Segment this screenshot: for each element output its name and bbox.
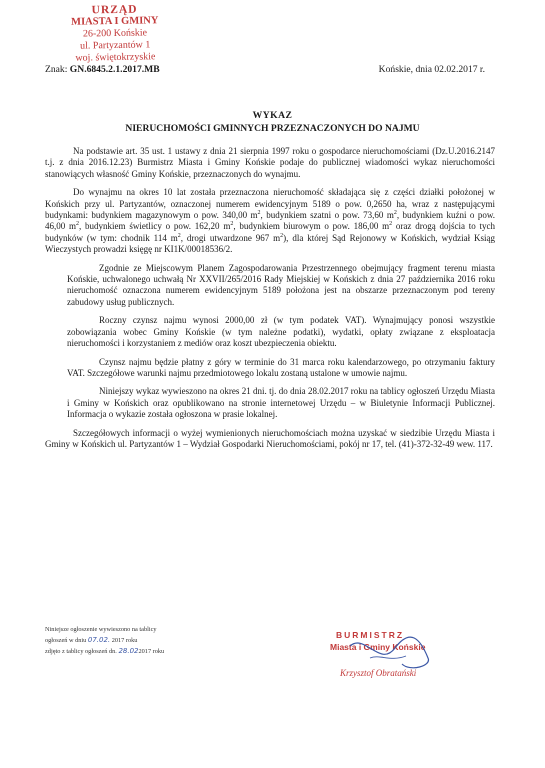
posted-date-handwritten: 07.02. <box>87 636 111 644</box>
signature-office: Miasta i Gminy Końskie <box>330 642 426 652</box>
reference-value: GN.6845.2.1.2017.MB <box>69 64 160 75</box>
office-stamp <box>39 3 190 66</box>
stamp-line-3: 26-200 Końskie <box>82 27 148 40</box>
posting-note-line-3: zdjęto z tablicy ogłoszeń dn. 28.022017 roku <box>45 647 165 655</box>
document-subtitle: NIERUCHOMOŚCI GMINNYCH PRZEZNACZONYCH DO NAJMU <box>125 123 420 134</box>
posting-note-line-2: ogłoszeń w dniu 07.02. 2017 roku <box>45 636 138 644</box>
signature-title: BURMISTRZ <box>336 630 405 640</box>
stamp-line-5: woj. świętokrzyskie <box>75 51 156 64</box>
reference-number <box>45 64 160 75</box>
stamp-line-2: MIASTA I GMINY <box>71 15 159 28</box>
reference-label: Znak: <box>45 64 68 75</box>
stamp-line-1: URZĄD <box>91 3 138 17</box>
place-date: Końskie, dnia 02.02.2017 r. <box>378 64 485 75</box>
removed-date-handwritten: 28.02 <box>118 647 139 655</box>
paragraph-payment-terms: Czynsz najmu będzie płatny z góry w terminie do 31 marca roku kalendarzowego, po otrzymaniu faktury VAT. Szczegółowe warunki najmu przedmiotowego lokalu zostaną ustalone w umowie najmu. <box>67 356 495 378</box>
paragraph-publication: Niniejszy wykaz wywieszono na okres 21 dni. tj. do dnia 28.02.2017 roku na tablicy ogłoszeń Urzędu Miasta i Gminy w Końskich oraz opublikowano na stronie internetowej Urzędu – w Biuletynie Informacji Publicznej. Informacja o wykazie została ogłoszona w prasie lokalnej. <box>67 386 495 420</box>
posting-note-line-1: Niniejsze ogłoszenie wywieszono na tablicy <box>45 626 157 633</box>
paragraph-property-description: Do wynajmu na okres 10 lat została przeznaczona nieruchomość składająca się z części działki położonej w Końskich przy ul. Partyzantów, oznaczonej numerem ewidencyjnym 5189 o pow. 0,2650 ha, wraz z następującymi budynkami: budynkiem magazynowym o pow. 340,00 $m^2$, budynkiem szatni o pow. 73,60 $m^2$, budynkiem kuźni o pow. 46,00 $m^2$, budynkiem świetlicy o pow. 162,20 $m^2$, budynkiem biurowym o pow. 186,00 $m^2$ oraz drogą dojścia to tych budynków (w tym: chodnik 114 $m^2$, drogi utwardzone 967 $m^2$), dla której Sąd Rejonowy w Końskich, wydział Ksiąg Wieczystych prowadzi księgę nr KI1K/00018536/2. <box>45 187 495 255</box>
paragraph-contact: Szczegółowych informacji o wyżej wymienionych nieruchomościach można uzyskać w siedzibie Urzędu Miasta i Gminy w Końskich ul. Partyzantów 1 – Wydział Gospodarki Nieruchomościami, pokój nr 17, tel. (41)-372-32-49 wew. 117. <box>45 427 495 449</box>
signature-block <box>310 628 470 698</box>
document-title: WYKAZ <box>252 110 293 121</box>
paragraph-legal-basis: Na podstawie art. 35 ust. 1 ustawy z dnia 21 sierpnia 1997 roku o gospodarce nieruchomościami (Dz.U.2016.2147 t.j. z dnia 2016.12.23) Burmistrz Miasta i Gminy Końskie podaje do publicznej wiadomości wykaz nieruchomości stanowiących własność Gminy Końskie, przeznaczonych do wynajmu. <box>45 146 495 179</box>
signature-name: Krzysztof Obratański <box>340 668 417 678</box>
handwritten-signature-icon <box>310 628 470 698</box>
document-body <box>45 146 495 457</box>
paragraph-rent: Roczny czynsz najmu wynosi 2000,00 zł (w tym podatek VAT). Wynajmujący ponosi wszystkie zobowiązania wobec Gminy Końskie (w tym należne podatki), wydatki, opłaty związane z eksploatacja nieruchomości i korzystaniem z mediów oraz koszt ubezpieczenia obiektu. <box>67 315 495 349</box>
posting-note <box>45 624 245 657</box>
paragraph-zoning-plan: Zgodnie ze Miejscowym Planem Zagospodarowania Przestrzennego obejmujący fragment terenu miasta Końskie, uchwalonego uchwałą Nr XXVII/265/2016 Rady Miejskiej w Końskich z dnia 27 października 2016 roku nieruchomość oznaczona numerem ewidencyjnym 5189 położona jest na obszarze przeznaczonym pod tereny zabudowy usług publicznych. <box>67 262 495 307</box>
stamp-line-4: ul. Partyzantów 1 <box>79 39 151 52</box>
